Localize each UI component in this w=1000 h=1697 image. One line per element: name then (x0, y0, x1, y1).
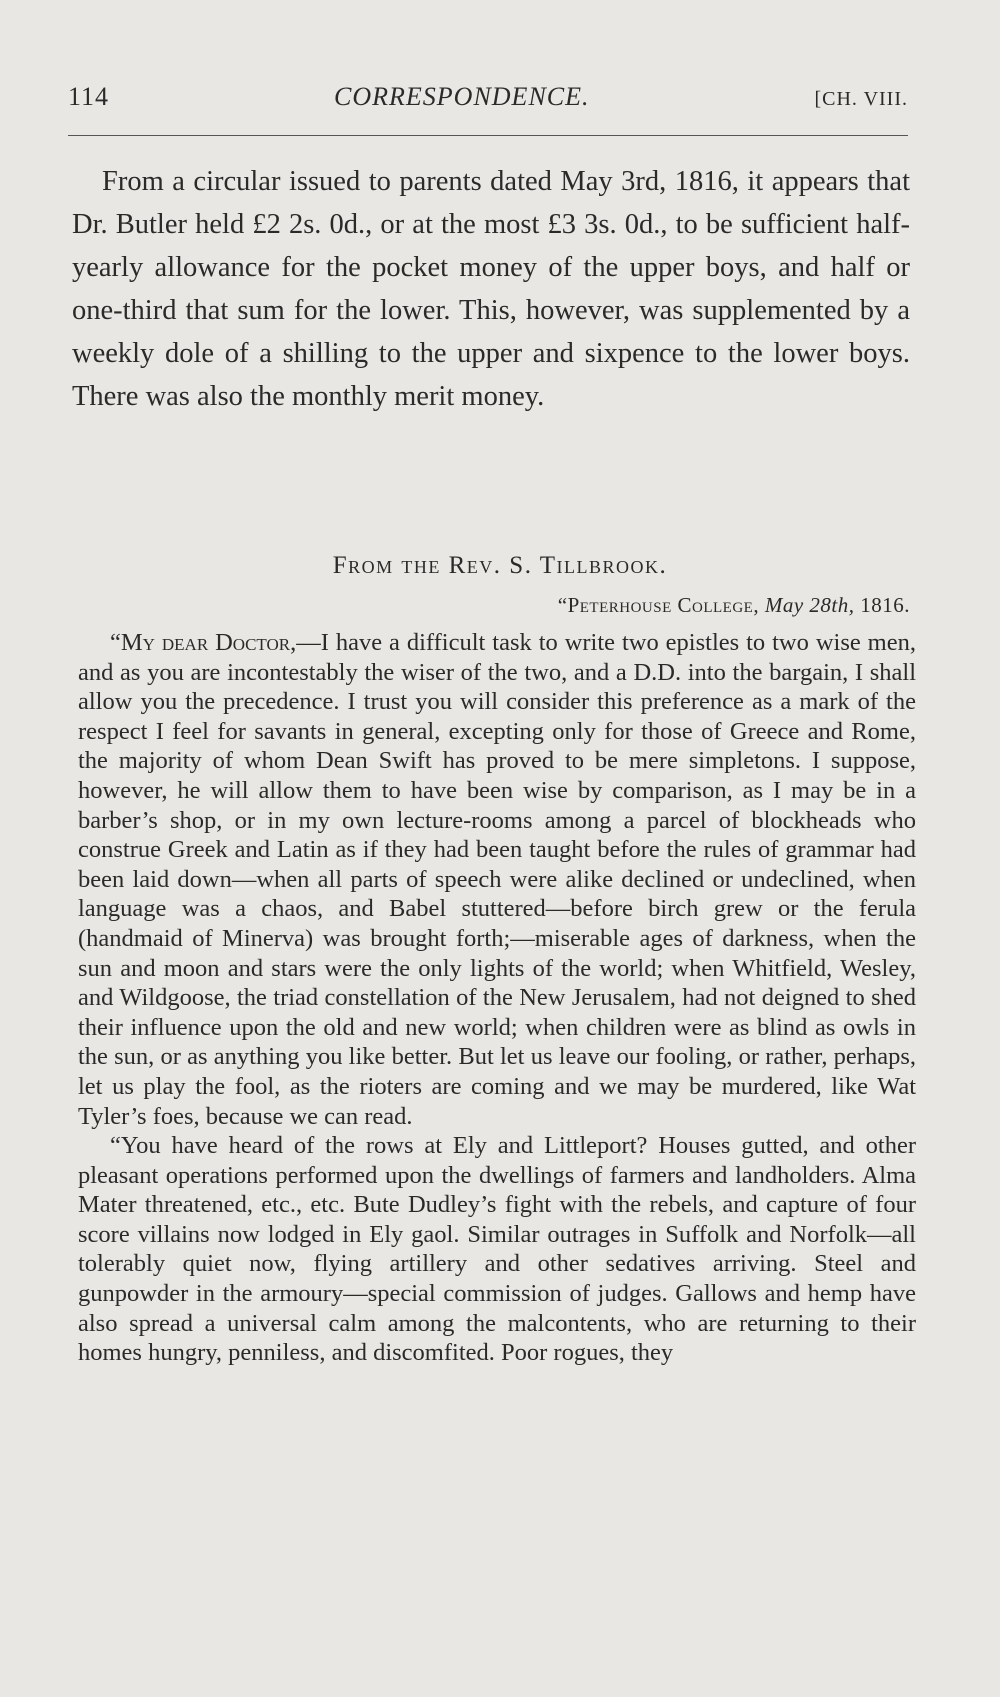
letter-body (78, 628, 916, 1368)
lead-paragraph: From a circular issued to parents dated May 3rd, 1816, it appears that Dr. Butler held £2 2s. 0d., or at the most £3 3s. 0d., to be sufficient half-yearly allowance for the pocket money of the upper boys, and half or one-third that sum for the lower. This, however, was supplemented by a weekly dole of a shilling to the upper and sixpence to the lower boys. There was also the monthly merit money. (72, 166, 910, 412)
running-title: CORRESPONDENCE. (334, 82, 590, 111)
running-header (68, 82, 908, 118)
letter-heading: From the Rev. S. Tillbrook. (332, 552, 668, 579)
letter-salutation: “My dear Doctor,— (110, 629, 321, 656)
letter-dateline (558, 593, 910, 618)
header-rule (68, 135, 908, 136)
letter-year: 1816. (860, 593, 910, 617)
letter-date: May 28th, (764, 593, 855, 617)
letter-paragraph (78, 628, 916, 1131)
letter-paragraph: “You have heard of the rows at Ely and Littleport? Houses gutted, and other pleasant operations performed upon the dwellings of farmers and landholders. Alma Mater threatened, etc., etc. Bute Dudley’s fight with the rebels, and capture of four score villains now lodged in Ely gaol. Similar outrages in Suffolk and Norfolk—all tolerably quiet now, flying artillery and other sedatives arriving. Steel and gunpowder in the armoury—special commission of judges. Gallows and hemp have also spread a universal calm among the malcontents, who are returning to their homes hungry, penniless, and discomfited. Poor rogues, they (78, 1132, 916, 1367)
letter-place: “Peterhouse College, (557, 593, 760, 617)
page-number: 114 (68, 82, 110, 111)
letter-paragraph-text: I have a difficult task to write two epistles to two wise men, and as you are incontestably the wiser of the two, and a D.D. into the bargain, I shall allow you the precedence. I trust you will consider this preference as a mark of the respect I feel for savants in general, excepting only for those of Greece and Rome, the majority of whom Dean Swift has proved to be mere simpletons. I suppose, however, he will allow them to have been wise by comparison, as I may be in a barber’s shop, or in my own lecture-rooms among a parcel of blockheads who construe Greek and Latin as if they had been taught before the rules of grammar had been laid down—when all parts of speech were alike declined or undeclined, when language was a chaos, and Babel stuttered—before birch grew or the ferula (handmaid of Minerva) was brought forth;—miserable ages of darkness, when the sun and moon and stars were the only lights of the world; when Whitfield, Wesley, and Wildgoose, the triad constellation of the New Jerusalem, had not deigned to shed their influence upon the old and new world; when children were as blind as owls in the sun, or as anything you like better. But let us leave our fooling, or rather, perhaps, let us play the fool, as the rioters are coming and we may be murdered, like Wat Tyler’s foes, because we can read. (78, 629, 916, 1130)
chapter-marker: [CH. VIII. (814, 88, 908, 110)
